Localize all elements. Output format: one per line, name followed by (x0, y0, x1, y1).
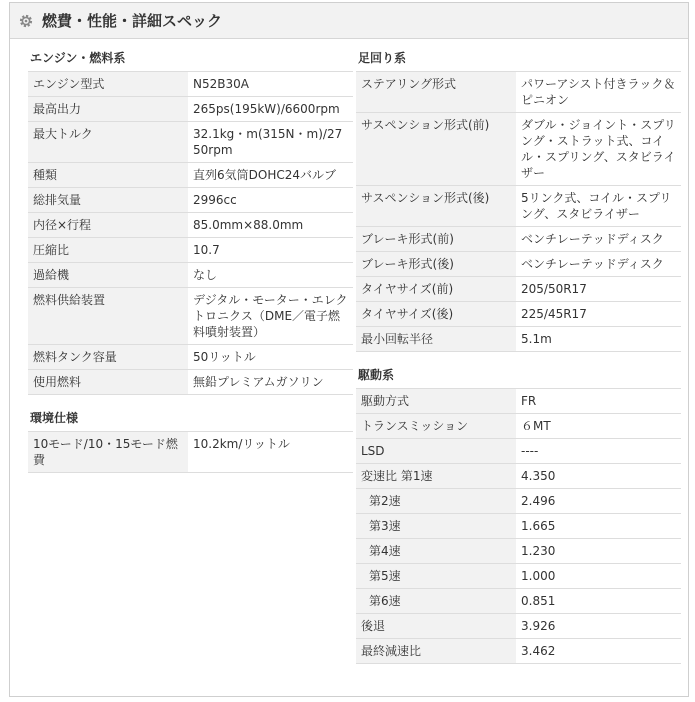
spec-label: 駆動方式 (356, 389, 516, 414)
table-row (356, 514, 681, 539)
spec-value: 2.496 (516, 489, 681, 514)
spec-value: 32.1kg・m(315N・m)/2750rpm (188, 122, 353, 163)
right-column (356, 49, 681, 664)
table-row (28, 213, 353, 238)
chassis-spec-table (356, 71, 681, 352)
spec-value: 10.2km/リットル (188, 432, 353, 473)
table-row (28, 72, 353, 97)
spec-value: ---- (516, 439, 681, 464)
spec-value: ベンチレーテッドディスク (516, 252, 681, 277)
table-row (28, 345, 353, 370)
table-row (356, 302, 681, 327)
spec-label: エンジン型式 (28, 72, 188, 97)
spec-label: サスペンション形式(前) (356, 113, 516, 186)
spec-label: タイヤサイズ(後) (356, 302, 516, 327)
spec-label: 内径×行程 (28, 213, 188, 238)
spec-label: 後退 (356, 614, 516, 639)
table-row (356, 564, 681, 589)
spec-value: デジタル・モーター・エレクトロニクス（DME／電子燃料噴射装置） (188, 288, 353, 345)
spec-label: ステアリング形式 (356, 72, 516, 113)
environment-spec-table (28, 431, 353, 473)
section-title-engine: エンジン・燃料系 (30, 51, 126, 65)
spec-value: 無鉛プレミアムガソリン (188, 370, 353, 395)
spec-label: サスペンション形式(後) (356, 186, 516, 227)
spec-value: パワーアシスト付きラック＆ピニオン (516, 72, 681, 113)
spec-value: 1.000 (516, 564, 681, 589)
drivetrain-spec-table (356, 388, 681, 664)
table-row (356, 327, 681, 352)
section-title-drivetrain: 駆動系 (358, 368, 395, 382)
table-row (356, 639, 681, 664)
table-row (28, 263, 353, 288)
table-row (28, 188, 353, 213)
spec-value: なし (188, 263, 353, 288)
spec-label: 第4速 (356, 539, 516, 564)
section-title-chassis: 足回り系 (358, 51, 407, 65)
spec-value: 10.7 (188, 238, 353, 263)
spec-value: 265ps(195kW)/6600rpm (188, 97, 353, 122)
spec-label: 最大トルク (28, 122, 188, 163)
table-row (356, 72, 681, 113)
spec-label: 総排気量 (28, 188, 188, 213)
panel-header (10, 3, 688, 39)
spec-value: 1.230 (516, 539, 681, 564)
spec-value: 0.851 (516, 589, 681, 614)
spec-label: 最高出力 (28, 97, 188, 122)
section-title-environment: 環境仕様 (30, 411, 79, 425)
spec-value: 4.350 (516, 464, 681, 489)
spec-label: 燃料タンク容量 (28, 345, 188, 370)
spec-label: ブレーキ形式(前) (356, 227, 516, 252)
table-row (356, 277, 681, 302)
spec-label: 第5速 (356, 564, 516, 589)
spec-value: N52B30A (188, 72, 353, 97)
spec-value: 1.665 (516, 514, 681, 539)
table-row (356, 227, 681, 252)
spec-label: 第3速 (356, 514, 516, 539)
table-row (356, 439, 681, 464)
table-row (356, 589, 681, 614)
table-row (356, 539, 681, 564)
spec-label: 10モード/10・15モード燃費 (28, 432, 188, 473)
table-row (356, 252, 681, 277)
spec-value: ダブル・ジョイント・スプリング・ストラット式、コイル・スプリング、スタビライザー (516, 113, 681, 186)
table-row (28, 288, 353, 345)
table-row (356, 414, 681, 439)
spec-label: 過給機 (28, 263, 188, 288)
table-row (356, 464, 681, 489)
spec-value: 225/45R17 (516, 302, 681, 327)
spec-label: 第2速 (356, 489, 516, 514)
spec-panel (9, 2, 689, 697)
spec-value: 3.462 (516, 639, 681, 664)
engine-spec-table (28, 71, 353, 395)
spec-label: 変速比 第1速 (356, 464, 516, 489)
table-row (356, 389, 681, 414)
spec-value: 5.1m (516, 327, 681, 352)
table-row (28, 432, 353, 473)
spec-value: 50リットル (188, 345, 353, 370)
table-row (356, 489, 681, 514)
spec-value: ベンチレーテッドディスク (516, 227, 681, 252)
spec-label: 燃料供給装置 (28, 288, 188, 345)
spec-label: LSD (356, 439, 516, 464)
spec-label: 最終減速比 (356, 639, 516, 664)
spec-label: 最小回転半径 (356, 327, 516, 352)
spec-value: 5リンク式、コイル・スプリング、スタビライザー (516, 186, 681, 227)
spec-label: 第6速 (356, 589, 516, 614)
table-row (28, 97, 353, 122)
spec-label: トランスミッション (356, 414, 516, 439)
spec-value: 85.0mm×88.0mm (188, 213, 353, 238)
gear-icon (18, 13, 34, 29)
table-row (28, 122, 353, 163)
spec-value: 2996cc (188, 188, 353, 213)
spec-label: ブレーキ形式(後) (356, 252, 516, 277)
table-row (28, 238, 353, 263)
page-title: 燃費・性能・詳細スペック (42, 12, 223, 30)
left-column (28, 49, 353, 473)
spec-label: 使用燃料 (28, 370, 188, 395)
spec-label: タイヤサイズ(前) (356, 277, 516, 302)
spec-value: ６MT (516, 414, 681, 439)
table-row (356, 186, 681, 227)
table-row (356, 614, 681, 639)
spec-value: 205/50R17 (516, 277, 681, 302)
spec-value: FR (516, 389, 681, 414)
table-row (28, 370, 353, 395)
spec-value: 3.926 (516, 614, 681, 639)
spec-label: 圧縮比 (28, 238, 188, 263)
spec-label: 種類 (28, 163, 188, 188)
spec-value: 直列6気筒DOHC24バルブ (188, 163, 353, 188)
table-row (356, 113, 681, 186)
table-row (28, 163, 353, 188)
